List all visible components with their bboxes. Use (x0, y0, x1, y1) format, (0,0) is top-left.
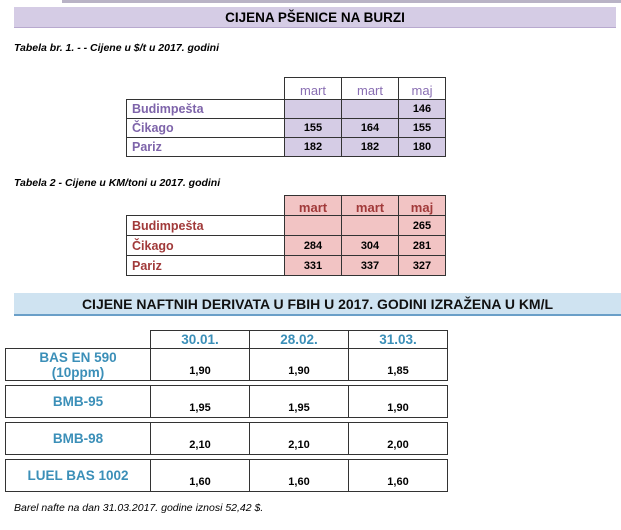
table-cell (285, 216, 342, 236)
table-cell: 182 (285, 138, 342, 157)
table-row (6, 349, 448, 381)
column-header: mart (342, 196, 399, 216)
table-row (127, 119, 446, 138)
row-label: BMB-98 (6, 423, 151, 455)
column-header: mart (285, 78, 342, 100)
table-cell: 1,95 (151, 386, 250, 418)
column-header: mart (285, 196, 342, 216)
table-row (127, 216, 446, 236)
table-cell: 155 (399, 119, 446, 138)
fuel-price-banner: CIJENE NAFTNIH DERIVATA U FBIH U 2017. GODINI IZRAŽENA U KM/L (14, 293, 621, 316)
row-label: Pariz (127, 256, 285, 276)
table-cell: 1,90 (349, 386, 448, 418)
table-cell: 1,90 (250, 349, 349, 381)
table-cell (342, 216, 399, 236)
table-cell: 2,00 (349, 423, 448, 455)
table2-caption: Tabela 2 - Cijene u KM/toni u 2017. godini (14, 177, 221, 189)
table-cell: 1,90 (151, 349, 250, 381)
table-row (6, 423, 448, 455)
table-cell: 265 (399, 216, 446, 236)
wheat-price-banner: CIJENA PŠENICE NA BURZI (14, 7, 616, 28)
row-label-line2: (10ppm) (51, 364, 105, 380)
wheat-price-table-usd (126, 77, 446, 157)
top-divider (62, 0, 621, 3)
table-cell: 2,10 (250, 423, 349, 455)
table-cell: 146 (399, 100, 446, 119)
row-label: LUEL BAS 1002 (6, 460, 151, 492)
row-label: Pariz (127, 138, 285, 157)
table1-caption: Tabela br. 1. - - Cijene u $/t u 2017. godini (14, 42, 219, 54)
table-cell: 2,10 (151, 423, 250, 455)
wheat-price-table-km (126, 195, 446, 276)
table-cell: 337 (342, 256, 399, 276)
row-label (6, 349, 151, 381)
column-header: 28.02. (250, 331, 349, 349)
column-header: 31.03. (349, 331, 448, 349)
table-row (6, 460, 448, 492)
table-cell: 1,85 (349, 349, 448, 381)
column-header: 30.01. (151, 331, 250, 349)
row-label: Budimpešta (127, 216, 285, 236)
table-row (6, 386, 448, 418)
row-label: BMB-95 (6, 386, 151, 418)
column-header: mart (342, 78, 399, 100)
table-row (127, 256, 446, 276)
table-cell: 281 (399, 236, 446, 256)
table-cell: 182 (342, 138, 399, 157)
column-header: maj (399, 196, 446, 216)
table-cell: 1,60 (151, 460, 250, 492)
table-cell (285, 100, 342, 119)
table-cell: 155 (285, 119, 342, 138)
table-cell: 284 (285, 236, 342, 256)
table-cell (342, 100, 399, 119)
table-row (127, 236, 446, 256)
row-label-line1: BAS EN 590 (39, 349, 117, 365)
table-cell: 327 (399, 256, 446, 276)
barrel-price-note: Barel nafte na dan 31.03.2017. godine iznosi 52,42 $. (14, 502, 264, 514)
column-header: maj (399, 78, 446, 100)
table-cell: 1,60 (250, 460, 349, 492)
table-cell: 180 (399, 138, 446, 157)
table-cell: 164 (342, 119, 399, 138)
table-row (127, 138, 446, 157)
table-cell: 304 (342, 236, 399, 256)
table-cell: 331 (285, 256, 342, 276)
row-label: Čikago (127, 119, 285, 138)
table-cell: 1,60 (349, 460, 448, 492)
row-label: Budimpešta (127, 100, 285, 119)
table-cell: 1,95 (250, 386, 349, 418)
fuel-price-table (5, 330, 448, 492)
row-label: Čikago (127, 236, 285, 256)
table-row (127, 100, 446, 119)
